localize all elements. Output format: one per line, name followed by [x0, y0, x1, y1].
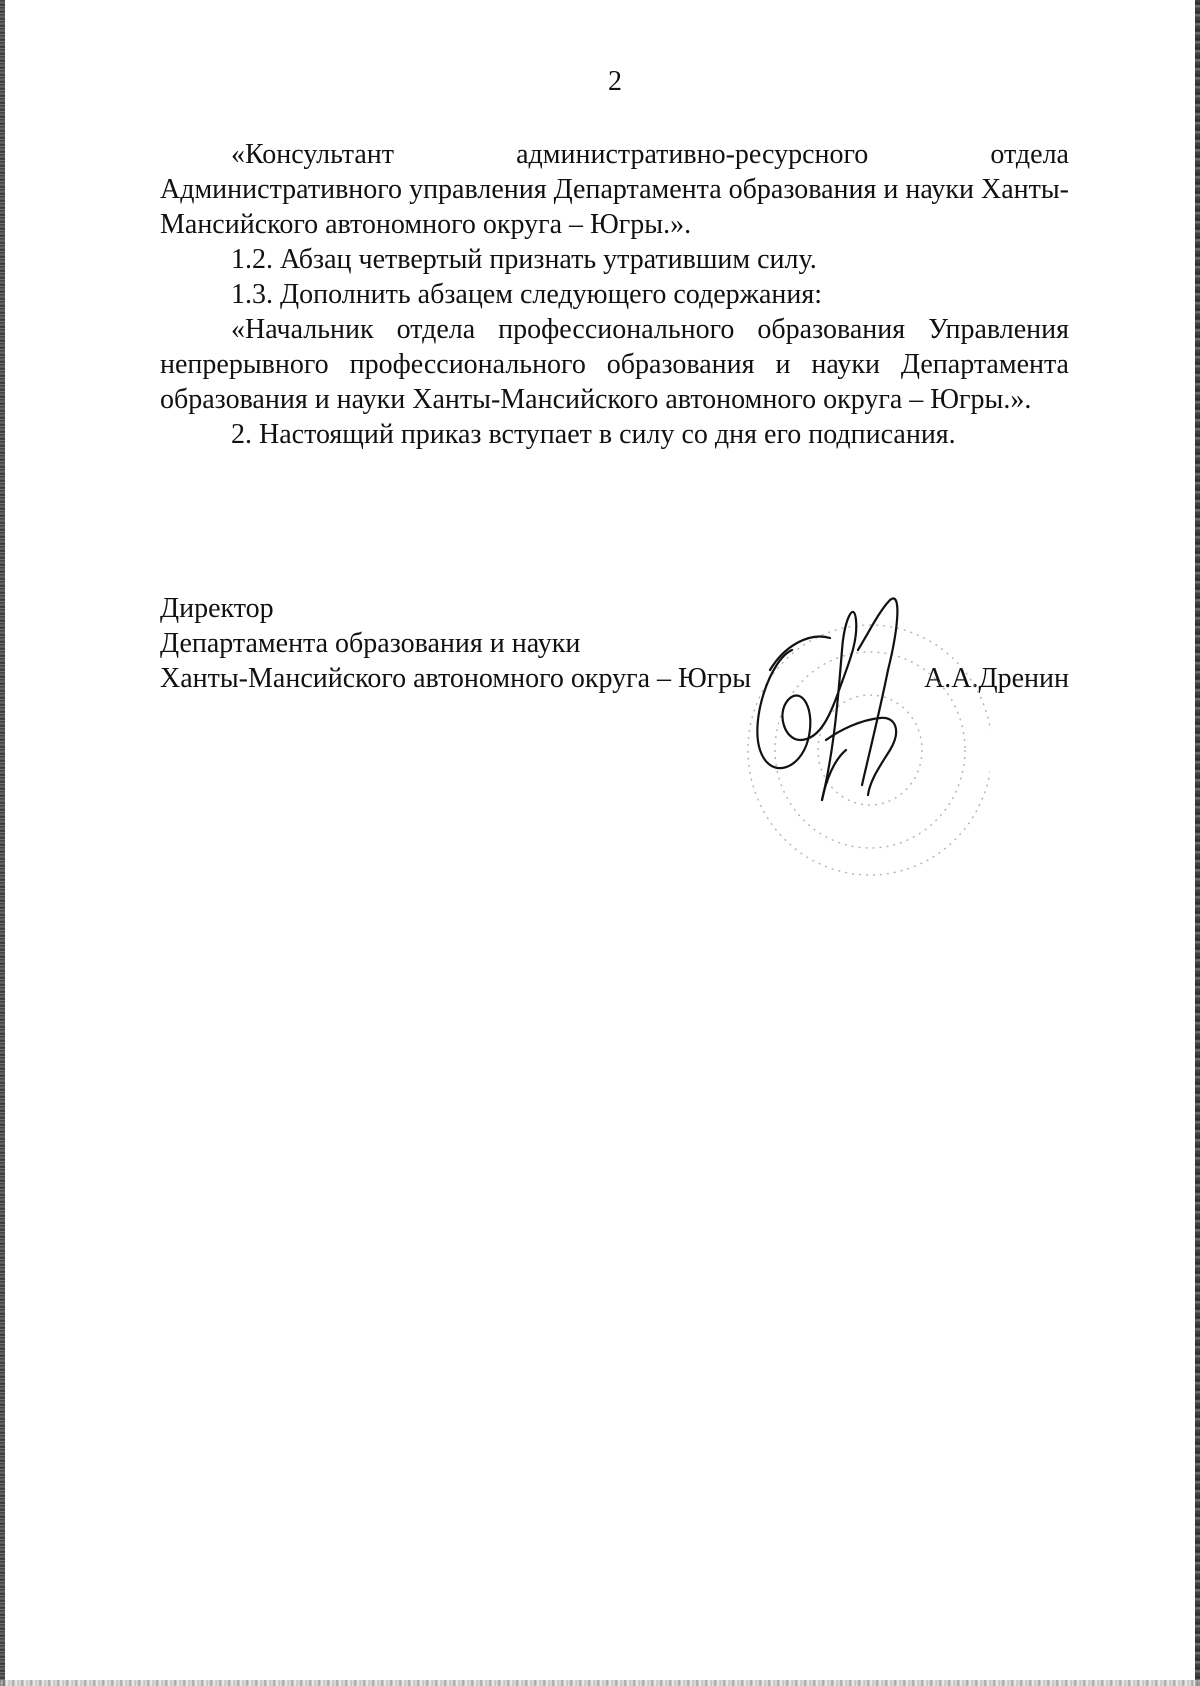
signatory-title-line-1: Директор — [160, 593, 274, 624]
scan-edge-left — [0, 0, 5, 1686]
signature-stamp-image — [730, 590, 990, 890]
consultant-word-1: «Консультант — [231, 139, 394, 170]
paragraph-head-of-department: «Начальник отдела профессионального образования Управления непрерывного профессионального образования и науки Департамента образования и науки Ханты-Мансийского автономного округа – Югры.». — [160, 314, 1069, 415]
paragraph-2-effective: 2. Настоящий приказ вступает в силу со дня его подписания. — [231, 419, 956, 450]
paragraph-consultant-rest: Административного управления Департамента образования и науки Ханты-Мансийского автономного округа – Югры.». — [160, 174, 1069, 240]
scan-edge-bottom — [0, 1680, 1200, 1686]
signatory-name: А.А.Дренин — [924, 663, 1069, 694]
page-number: 2 — [608, 66, 622, 97]
consultant-word-2: административно-ресурсного — [516, 139, 869, 170]
paragraph-consultant — [160, 137, 1069, 242]
seal-icon — [748, 625, 990, 875]
signatory-title-line-3: Ханты-Мансийского автономного округа – Югры — [160, 663, 752, 694]
paragraph-1-3: 1.3. Дополнить абзацем следующего содержания: — [231, 279, 823, 310]
handwritten-signature-icon — [757, 598, 897, 800]
paragraph-consultant-first-line — [160, 137, 1069, 172]
paragraph-1-2: 1.2. Абзац четвертый признать утратившим силу. — [231, 244, 817, 275]
document-body — [160, 137, 1069, 452]
scan-edge-right — [1195, 0, 1200, 1686]
signatory-title-line-2: Департамента образования и науки — [160, 628, 581, 659]
consultant-word-3: отдела — [990, 139, 1069, 170]
